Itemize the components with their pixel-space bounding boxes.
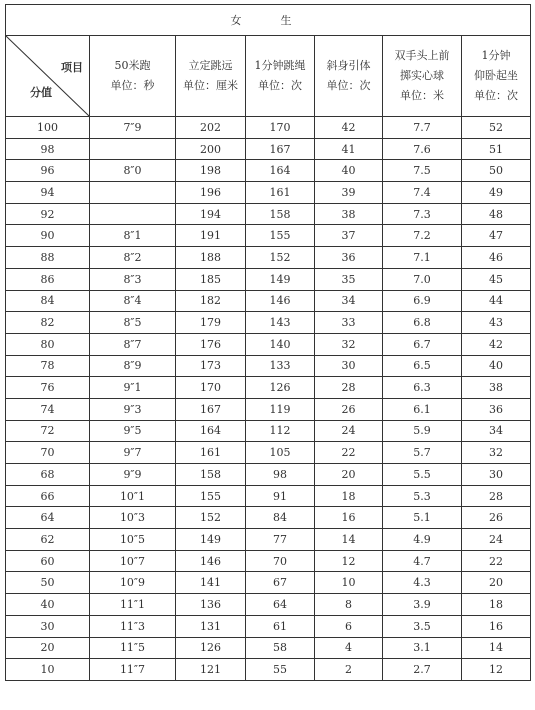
header-inclined-pullup	[315, 36, 383, 117]
medicine-ball-cell: 6.7	[383, 333, 462, 355]
pullup-cell: 28	[315, 377, 383, 399]
medicine-ball-cell: 6.9	[383, 290, 462, 312]
header-line: 单位：秒	[110, 79, 155, 92]
rope-skip-cell: 77	[246, 529, 315, 551]
score-cell: 78	[6, 355, 90, 377]
pullup-cell: 35	[315, 268, 383, 290]
header-line: 掷实心球	[400, 69, 444, 82]
run-50m-cell: 8″3	[90, 268, 176, 290]
situps-cell: 20	[462, 572, 531, 594]
standing-jump-cell: 173	[176, 355, 246, 377]
score-cell: 98	[6, 138, 90, 160]
score-cell: 40	[6, 594, 90, 616]
situps-cell: 47	[462, 225, 531, 247]
pullup-cell: 14	[315, 529, 383, 551]
situps-cell: 48	[462, 203, 531, 225]
header-standing-jump	[176, 36, 246, 117]
standing-jump-cell: 164	[176, 420, 246, 442]
pullup-cell: 10	[315, 572, 383, 594]
rope-skip-cell: 55	[246, 659, 315, 681]
rope-skip-cell: 61	[246, 615, 315, 637]
situps-cell: 12	[462, 659, 531, 681]
score-cell: 30	[6, 615, 90, 637]
header-line: 1分钟	[481, 49, 511, 62]
header-rope-skip	[246, 36, 315, 117]
medicine-ball-cell: 6.8	[383, 312, 462, 334]
medicine-ball-cell: 4.3	[383, 572, 462, 594]
medicine-ball-cell: 3.1	[383, 637, 462, 659]
standing-jump-cell: 141	[176, 572, 246, 594]
pullup-cell: 8	[315, 594, 383, 616]
run-50m-cell: 11″1	[90, 594, 176, 616]
standing-jump-cell: 158	[176, 464, 246, 486]
rope-skip-cell: 146	[246, 290, 315, 312]
pullup-cell: 30	[315, 355, 383, 377]
score-cell: 72	[6, 420, 90, 442]
header-line: 双手头上前	[394, 49, 450, 62]
score-cell: 86	[6, 268, 90, 290]
medicine-ball-cell: 5.1	[383, 507, 462, 529]
table-row	[6, 507, 531, 529]
score-cell: 64	[6, 507, 90, 529]
medicine-ball-cell: 7.3	[383, 203, 462, 225]
rope-skip-cell: 155	[246, 225, 315, 247]
standing-jump-cell: 176	[176, 333, 246, 355]
header-line: 立定跳远	[188, 59, 233, 72]
standing-jump-cell: 131	[176, 615, 246, 637]
pullup-cell: 40	[315, 160, 383, 182]
medicine-ball-cell: 4.9	[383, 529, 462, 551]
table-row	[6, 529, 531, 551]
standing-jump-cell: 198	[176, 160, 246, 182]
score-cell: 62	[6, 529, 90, 551]
score-cell: 74	[6, 398, 90, 420]
situps-cell: 30	[462, 464, 531, 486]
situps-cell: 32	[462, 442, 531, 464]
run-50m-cell: 8″2	[90, 247, 176, 269]
medicine-ball-cell: 3.9	[383, 594, 462, 616]
table-row	[6, 182, 531, 204]
table-row	[6, 485, 531, 507]
rope-skip-cell: 158	[246, 203, 315, 225]
run-50m-cell: 8″0	[90, 160, 176, 182]
table-row	[6, 464, 531, 486]
score-cell: 92	[6, 203, 90, 225]
pullup-cell: 32	[315, 333, 383, 355]
table-row	[6, 268, 531, 290]
pullup-cell: 37	[315, 225, 383, 247]
header-50m-run	[90, 36, 176, 117]
standing-jump-cell: 155	[176, 485, 246, 507]
situps-cell: 16	[462, 615, 531, 637]
score-cell: 10	[6, 659, 90, 681]
table-row	[6, 333, 531, 355]
standing-jump-cell: 161	[176, 442, 246, 464]
run-50m-cell	[90, 138, 176, 160]
pullup-cell: 12	[315, 550, 383, 572]
medicine-ball-cell: 5.5	[383, 464, 462, 486]
table-row	[6, 420, 531, 442]
run-50m-cell: 10″9	[90, 572, 176, 594]
standing-jump-cell: 185	[176, 268, 246, 290]
table-title: 女 生	[6, 5, 531, 36]
medicine-ball-cell: 5.9	[383, 420, 462, 442]
medicine-ball-cell: 7.6	[383, 138, 462, 160]
standing-jump-cell: 149	[176, 529, 246, 551]
run-50m-cell: 10″7	[90, 550, 176, 572]
run-50m-cell: 9″7	[90, 442, 176, 464]
run-50m-cell: 8″9	[90, 355, 176, 377]
run-50m-cell: 8″7	[90, 333, 176, 355]
medicine-ball-cell: 6.3	[383, 377, 462, 399]
situps-cell: 50	[462, 160, 531, 182]
header-line: 50米跑	[114, 59, 151, 72]
run-50m-cell	[90, 203, 176, 225]
run-50m-cell: 10″3	[90, 507, 176, 529]
standing-jump-cell: 126	[176, 637, 246, 659]
score-cell: 66	[6, 485, 90, 507]
run-50m-cell: 9″1	[90, 377, 176, 399]
header-line: 单位：次	[258, 79, 302, 92]
medicine-ball-cell: 7.2	[383, 225, 462, 247]
rope-skip-cell: 91	[246, 485, 315, 507]
score-cell: 80	[6, 333, 90, 355]
situps-cell: 44	[462, 290, 531, 312]
pullup-cell: 41	[315, 138, 383, 160]
run-50m-cell: 7″9	[90, 117, 176, 139]
rope-skip-cell: 126	[246, 377, 315, 399]
rope-skip-cell: 133	[246, 355, 315, 377]
medicine-ball-cell: 4.7	[383, 550, 462, 572]
run-50m-cell: 10″5	[90, 529, 176, 551]
pullup-cell: 22	[315, 442, 383, 464]
table-row	[6, 117, 531, 139]
score-cell: 94	[6, 182, 90, 204]
pullup-cell: 24	[315, 420, 383, 442]
rope-skip-cell: 67	[246, 572, 315, 594]
medicine-ball-cell: 7.4	[383, 182, 462, 204]
score-cell: 50	[6, 572, 90, 594]
standing-jump-cell: 167	[176, 398, 246, 420]
run-50m-cell: 8″5	[90, 312, 176, 334]
table-row	[6, 594, 531, 616]
table-row	[6, 312, 531, 334]
table-row	[6, 659, 531, 681]
standing-jump-cell: 194	[176, 203, 246, 225]
score-cell: 100	[6, 117, 90, 139]
standing-jump-cell: 179	[176, 312, 246, 334]
table-row	[6, 377, 531, 399]
situps-cell: 46	[462, 247, 531, 269]
standing-jump-cell: 196	[176, 182, 246, 204]
rope-skip-cell: 161	[246, 182, 315, 204]
header-line: 单位：次	[474, 89, 519, 102]
situps-cell: 40	[462, 355, 531, 377]
table-row	[6, 442, 531, 464]
rope-skip-cell: 84	[246, 507, 315, 529]
rope-skip-cell: 64	[246, 594, 315, 616]
header-line: 1分钟跳绳	[254, 59, 306, 72]
run-50m-cell: 8″1	[90, 225, 176, 247]
pullup-cell: 42	[315, 117, 383, 139]
table-row	[6, 637, 531, 659]
rope-skip-cell: 98	[246, 464, 315, 486]
medicine-ball-cell: 3.5	[383, 615, 462, 637]
rope-skip-cell: 149	[246, 268, 315, 290]
pullup-cell: 33	[315, 312, 383, 334]
situps-cell: 38	[462, 377, 531, 399]
table-row	[6, 572, 531, 594]
table-row	[6, 225, 531, 247]
rope-skip-cell: 170	[246, 117, 315, 139]
medicine-ball-cell: 7.1	[383, 247, 462, 269]
standing-jump-cell: 188	[176, 247, 246, 269]
pullup-cell: 34	[315, 290, 383, 312]
run-50m-cell: 11″5	[90, 637, 176, 659]
situps-cell: 14	[462, 637, 531, 659]
situps-cell: 18	[462, 594, 531, 616]
pullup-cell: 39	[315, 182, 383, 204]
score-cell: 60	[6, 550, 90, 572]
pullup-cell: 38	[315, 203, 383, 225]
situps-cell: 49	[462, 182, 531, 204]
medicine-ball-cell: 2.7	[383, 659, 462, 681]
title-row	[6, 5, 531, 36]
rope-skip-cell: 119	[246, 398, 315, 420]
run-50m-cell	[90, 182, 176, 204]
situps-cell: 22	[462, 550, 531, 572]
pullup-cell: 2	[315, 659, 383, 681]
run-50m-cell: 11″3	[90, 615, 176, 637]
medicine-ball-cell: 7.5	[383, 160, 462, 182]
situps-cell: 42	[462, 333, 531, 355]
run-50m-cell: 9″9	[90, 464, 176, 486]
score-cell: 82	[6, 312, 90, 334]
medicine-ball-cell: 5.7	[383, 442, 462, 464]
pullup-cell: 26	[315, 398, 383, 420]
rope-skip-cell: 70	[246, 550, 315, 572]
pullup-cell: 16	[315, 507, 383, 529]
score-cell: 96	[6, 160, 90, 182]
medicine-ball-cell: 6.1	[383, 398, 462, 420]
score-cell: 84	[6, 290, 90, 312]
standing-jump-cell: 146	[176, 550, 246, 572]
pullup-cell: 4	[315, 637, 383, 659]
rope-skip-cell: 167	[246, 138, 315, 160]
table-row	[6, 550, 531, 572]
run-50m-cell: 8″4	[90, 290, 176, 312]
table-row	[6, 203, 531, 225]
score-cell: 88	[6, 247, 90, 269]
table-row	[6, 138, 531, 160]
rope-skip-cell: 140	[246, 333, 315, 355]
situps-cell: 43	[462, 312, 531, 334]
score-cell: 70	[6, 442, 90, 464]
situps-cell: 52	[462, 117, 531, 139]
pullup-cell: 18	[315, 485, 383, 507]
table-row	[6, 160, 531, 182]
table-row	[6, 247, 531, 269]
medicine-ball-cell: 6.5	[383, 355, 462, 377]
score-cell: 20	[6, 637, 90, 659]
standing-jump-cell: 182	[176, 290, 246, 312]
corner-header-cell	[6, 36, 90, 117]
corner-label-score: 分值	[30, 86, 52, 99]
header-row	[6, 36, 531, 117]
medicine-ball-cell: 7.0	[383, 268, 462, 290]
table-row	[6, 355, 531, 377]
run-50m-cell: 9″3	[90, 398, 176, 420]
header-medicine-ball	[383, 36, 462, 117]
rope-skip-cell: 164	[246, 160, 315, 182]
run-50m-cell: 11″7	[90, 659, 176, 681]
rope-skip-cell: 105	[246, 442, 315, 464]
standing-jump-cell: 136	[176, 594, 246, 616]
pullup-cell: 20	[315, 464, 383, 486]
rope-skip-cell: 112	[246, 420, 315, 442]
header-line: 单位：厘米	[183, 79, 238, 92]
score-cell: 90	[6, 225, 90, 247]
situps-cell: 36	[462, 398, 531, 420]
rope-skip-cell: 143	[246, 312, 315, 334]
corner-label-item: 项目	[61, 61, 83, 74]
table-row	[6, 290, 531, 312]
standing-jump-cell: 202	[176, 117, 246, 139]
standing-jump-cell: 200	[176, 138, 246, 160]
header-line: 单位：米	[400, 89, 444, 102]
header-line: 单位：次	[326, 79, 371, 92]
situps-cell: 45	[462, 268, 531, 290]
situps-cell: 28	[462, 485, 531, 507]
table-row	[6, 615, 531, 637]
situps-cell: 34	[462, 420, 531, 442]
score-cell: 68	[6, 464, 90, 486]
situps-cell: 26	[462, 507, 531, 529]
pullup-cell: 36	[315, 247, 383, 269]
table-row	[6, 398, 531, 420]
header-line: 斜身引体	[326, 59, 371, 72]
pullup-cell: 6	[315, 615, 383, 637]
header-situps	[462, 36, 531, 117]
situps-cell: 51	[462, 138, 531, 160]
header-line: 仰卧起坐	[474, 69, 519, 82]
standing-jump-cell: 191	[176, 225, 246, 247]
medicine-ball-cell: 5.3	[383, 485, 462, 507]
run-50m-cell: 9″5	[90, 420, 176, 442]
score-cell: 76	[6, 377, 90, 399]
standing-jump-cell: 121	[176, 659, 246, 681]
rope-skip-cell: 152	[246, 247, 315, 269]
girls-score-table	[5, 4, 531, 681]
standing-jump-cell: 170	[176, 377, 246, 399]
situps-cell: 24	[462, 529, 531, 551]
rope-skip-cell: 58	[246, 637, 315, 659]
standing-jump-cell: 152	[176, 507, 246, 529]
run-50m-cell: 10″1	[90, 485, 176, 507]
medicine-ball-cell: 7.7	[383, 117, 462, 139]
